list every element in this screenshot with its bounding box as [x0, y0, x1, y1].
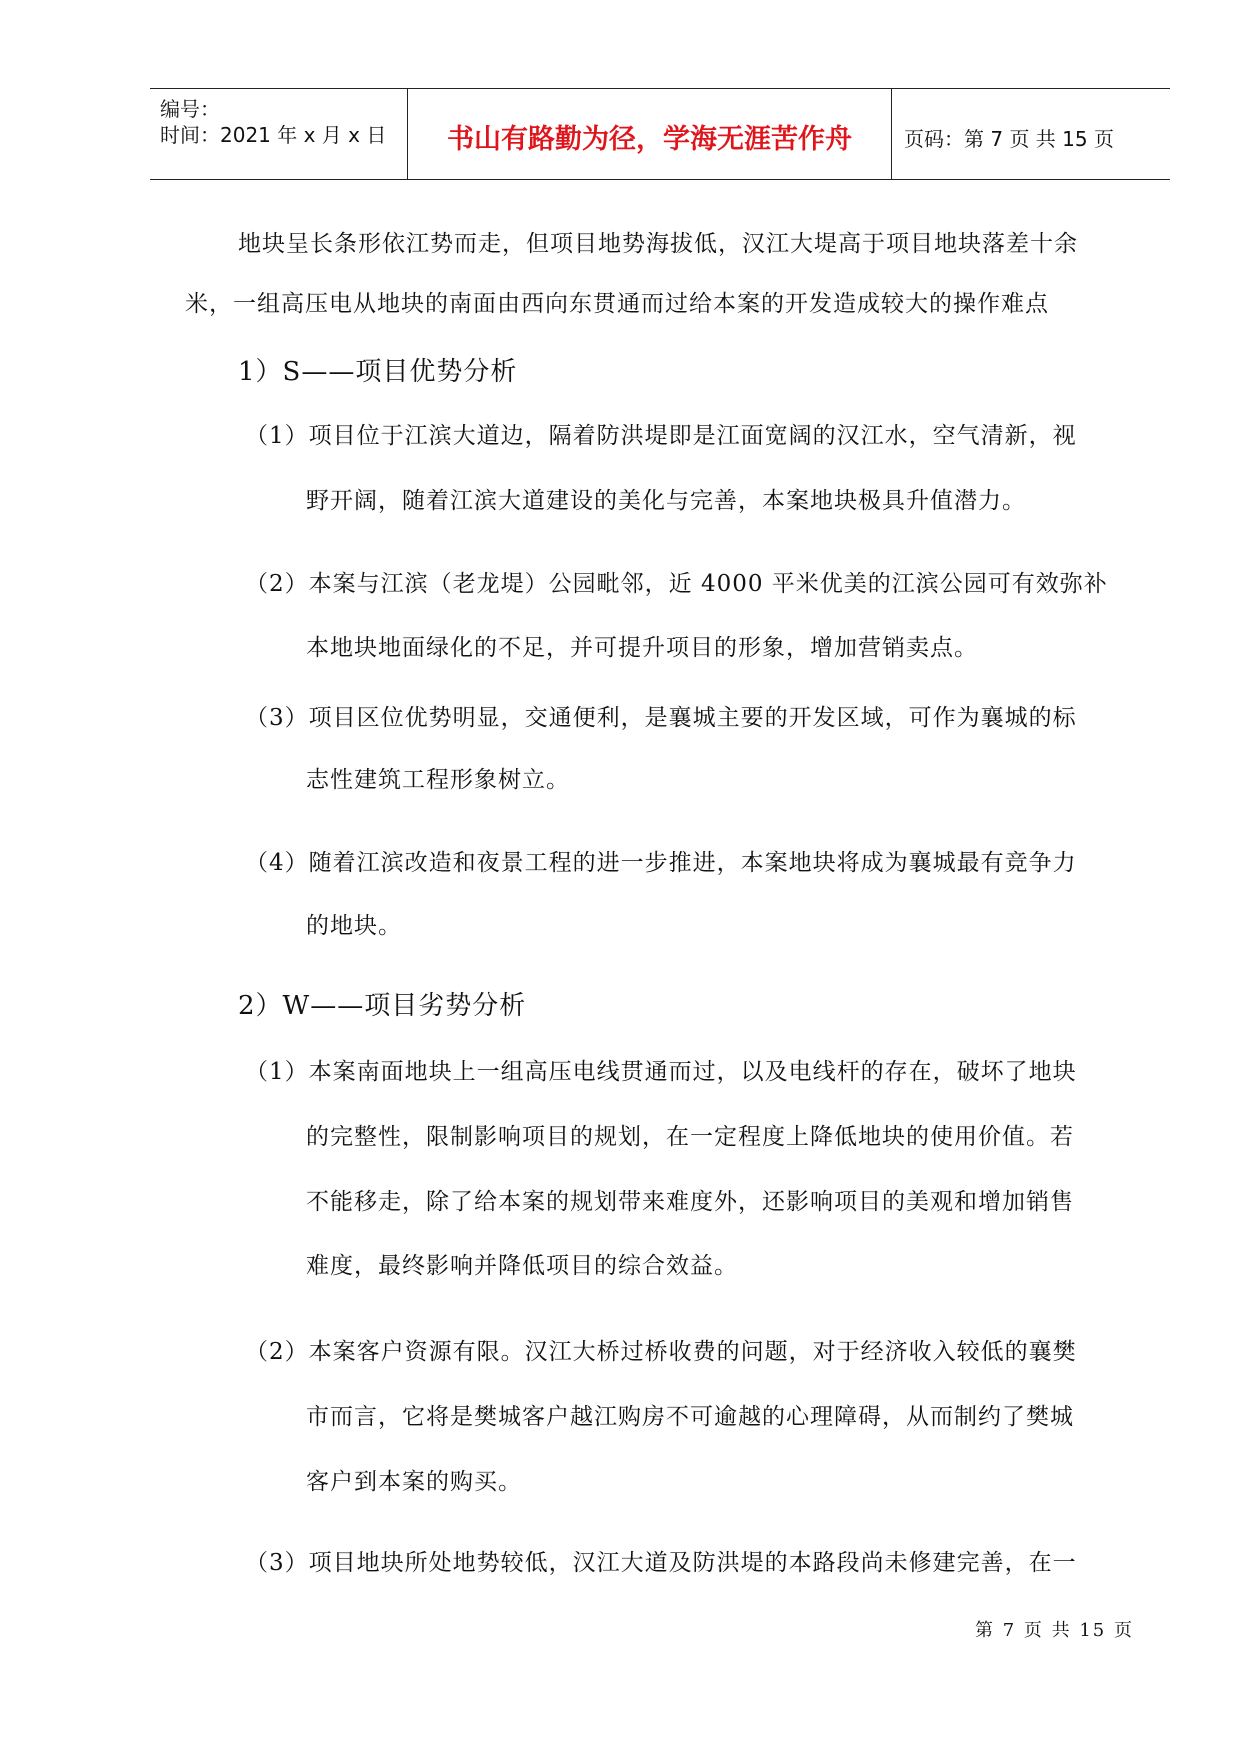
header-meta-cell: [150, 89, 408, 179]
strength-3-line-2: 志性建筑工程形象树立。: [306, 767, 570, 793]
weakness-2-line-1: （2）本案客户资源有限。汉江大桥过桥收费的问题，对于经济收入较低的襄樊: [245, 1339, 1077, 1365]
weakness-2-line-2: 市而言，它将是樊城客户越江购房不可逾越的心理障碍，从而制约了樊城: [306, 1404, 1074, 1430]
weakness-1-line-3: 不能移走，除了给本案的规划带来难度外，还影响项目的美观和增加销售: [306, 1189, 1074, 1215]
strength-1-line-2: 野开阔，随着江滨大道建设的美化与完善，本案地块极具升值潜力。: [306, 488, 1026, 514]
header-page-number: 页码：第 7 页 共 15 页: [904, 127, 1114, 151]
strength-1-line-1: （1）项目位于江滨大道边，隔着防洪堤即是江面宽阔的汉江水，空气清新，视: [245, 423, 1077, 449]
intro-line-1: 地块呈长条形依江势而走，但项目地势海拔低，汉江大堤高于项目地块落差十余: [238, 231, 1078, 257]
strength-4-line-2: 的地块。: [306, 913, 402, 939]
document-header: [150, 88, 1170, 180]
header-motto: 书山有路勤为径，学海无涯苦作舟: [447, 124, 852, 155]
header-motto-cell: [408, 89, 892, 179]
weakness-1-line-1: （1）本案南面地块上一组高压电线贯通而过，以及电线杆的存在，破坏了地块: [245, 1059, 1077, 1085]
intro-line-2: 米，一组高压电从地块的南面由西向东贯通而过给本案的开发造成较大的操作难点: [185, 291, 1049, 317]
strength-2-line-2: 本地块地面绿化的不足，并可提升项目的形象，增加营销卖点。: [306, 635, 978, 661]
weakness-3-line-1: （3）项目地块所处地势较低，汉江大道及防洪堤的本路段尚未修建完善，在一: [245, 1550, 1077, 1576]
page-footer: 第 7 页 共 15 页: [975, 1620, 1134, 1641]
weaknesses-heading: 2）W——项目劣势分析: [238, 991, 527, 1021]
document-time-label: 时间：2021 年 x 月 x 日: [160, 123, 387, 147]
weakness-1-line-2: 的完整性，限制影响项目的规划，在一定程度上降低地块的使用价值。若: [306, 1124, 1074, 1150]
header-page-cell: [892, 89, 1170, 179]
strength-3-line-1: （3）项目区位优势明显，交通便利，是襄城主要的开发区域，可作为襄城的标: [245, 705, 1077, 731]
weakness-1-line-4: 难度，最终影响并降低项目的综合效益。: [306, 1253, 738, 1279]
document-number-label: 编号：: [160, 97, 220, 121]
strengths-heading: 1）S——项目优势分析: [238, 357, 518, 387]
strength-2-line-1: （2）本案与江滨（老龙堤）公园毗邻，近 4000 平米优美的江滨公园可有效弥补: [245, 571, 1108, 597]
strength-4-line-1: （4）随着江滨改造和夜景工程的进一步推进，本案地块将成为襄城最有竞争力: [245, 850, 1077, 876]
weakness-2-line-3: 客户到本案的购买。: [306, 1469, 522, 1495]
